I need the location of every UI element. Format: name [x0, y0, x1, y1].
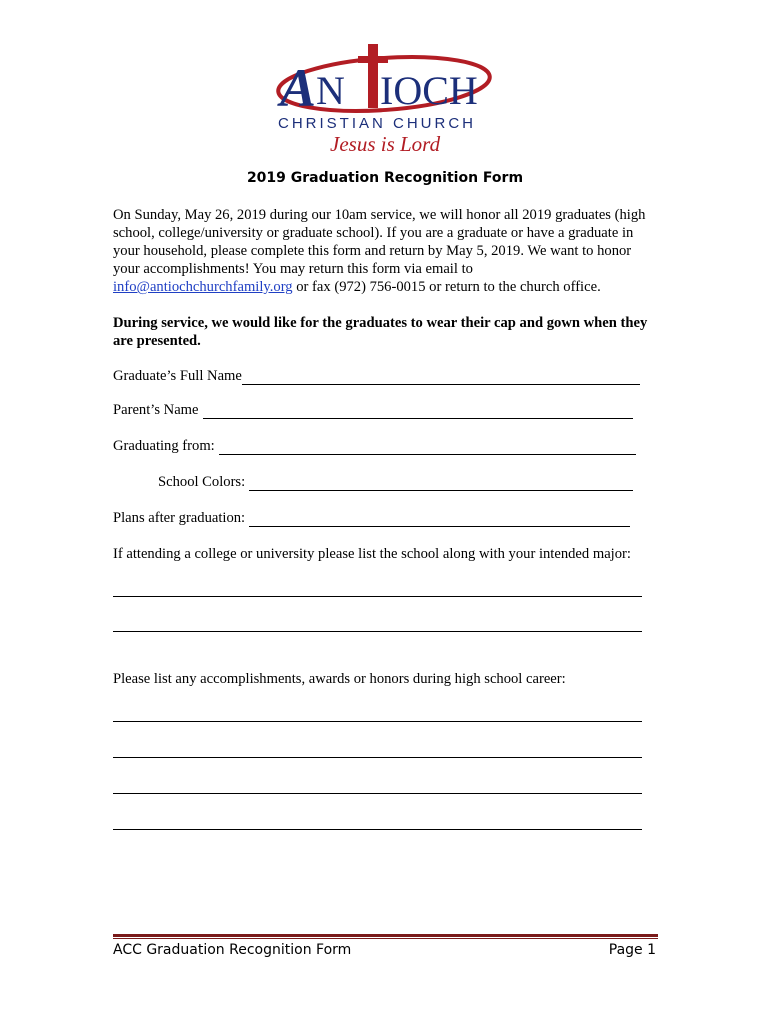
footer-rule-thin: [113, 938, 658, 939]
logo-letter-n: N: [316, 68, 345, 113]
accomplishments-question: Please list any accomplishments, awards or honors during high school career:: [113, 671, 566, 687]
footer-form-name: ACC Graduation Recognition Form: [113, 942, 352, 958]
logo-tagline: Jesus is Lord: [330, 132, 441, 156]
email-link[interactable]: info@antiochchurchfamily.org: [113, 279, 293, 295]
footer-rule: [113, 934, 658, 937]
school-colors-line[interactable]: [249, 476, 633, 491]
parent-name-field[interactable]: [113, 402, 633, 419]
college-answer-line-1[interactable]: [113, 596, 642, 597]
college-question: If attending a college or university please list the school along with your intended major:: [113, 546, 631, 562]
intro-paragraph: [113, 206, 653, 296]
parent-name-label: Parent’s Name: [113, 402, 199, 418]
form-title: 2019 Graduation Recognition Form: [246, 170, 524, 186]
accomplishments-answer-line-2[interactable]: [113, 757, 642, 758]
full-name-field[interactable]: [113, 368, 640, 385]
cap-gown-note: During service, we would like for the graduates to wear their cap and gown when they are presented.: [113, 315, 648, 349]
accomplishments-answer-line-4[interactable]: [113, 829, 642, 830]
graduating-from-label: Graduating from:: [113, 438, 215, 454]
parent-name-line[interactable]: [203, 404, 633, 419]
full-name-label: Graduate’s Full Name: [113, 368, 242, 384]
footer-page-number: Page 1: [608, 942, 656, 958]
accomplishments-answer-line-1[interactable]: [113, 721, 642, 722]
plans-label: Plans after graduation:: [113, 510, 246, 526]
plans-field[interactable]: [113, 510, 630, 527]
logo-subtitle: CHRISTIAN CHURCH: [278, 115, 476, 132]
school-colors-field[interactable]: [158, 474, 633, 491]
college-answer-line-2[interactable]: [113, 631, 642, 632]
intro-text: On Sunday, May 26, 2019 during our 10am service, we will honor all 2019 graduates (high school, college/university or graduate school). If you are a graduate or have a graduate in your household, please complete this form and return by May 5, 2019. We want to honor your accomplishments! You may return this form via email to: [113, 207, 646, 277]
accomplishments-answer-line-3[interactable]: [113, 793, 642, 794]
school-colors-label: School Colors:: [158, 474, 246, 490]
logo-letters-ioch: IOCH: [380, 68, 478, 113]
intro-text-end: or fax (972) 756-0015 or return to the church office.: [292, 279, 601, 295]
graduating-from-line[interactable]: [219, 440, 636, 455]
church-logo: [272, 40, 494, 158]
church-logo-graphic: [272, 40, 494, 158]
plans-line[interactable]: [249, 512, 630, 527]
full-name-line[interactable]: [242, 370, 640, 385]
logo-letter-a: A: [280, 58, 317, 118]
graduating-from-field[interactable]: [113, 438, 636, 455]
